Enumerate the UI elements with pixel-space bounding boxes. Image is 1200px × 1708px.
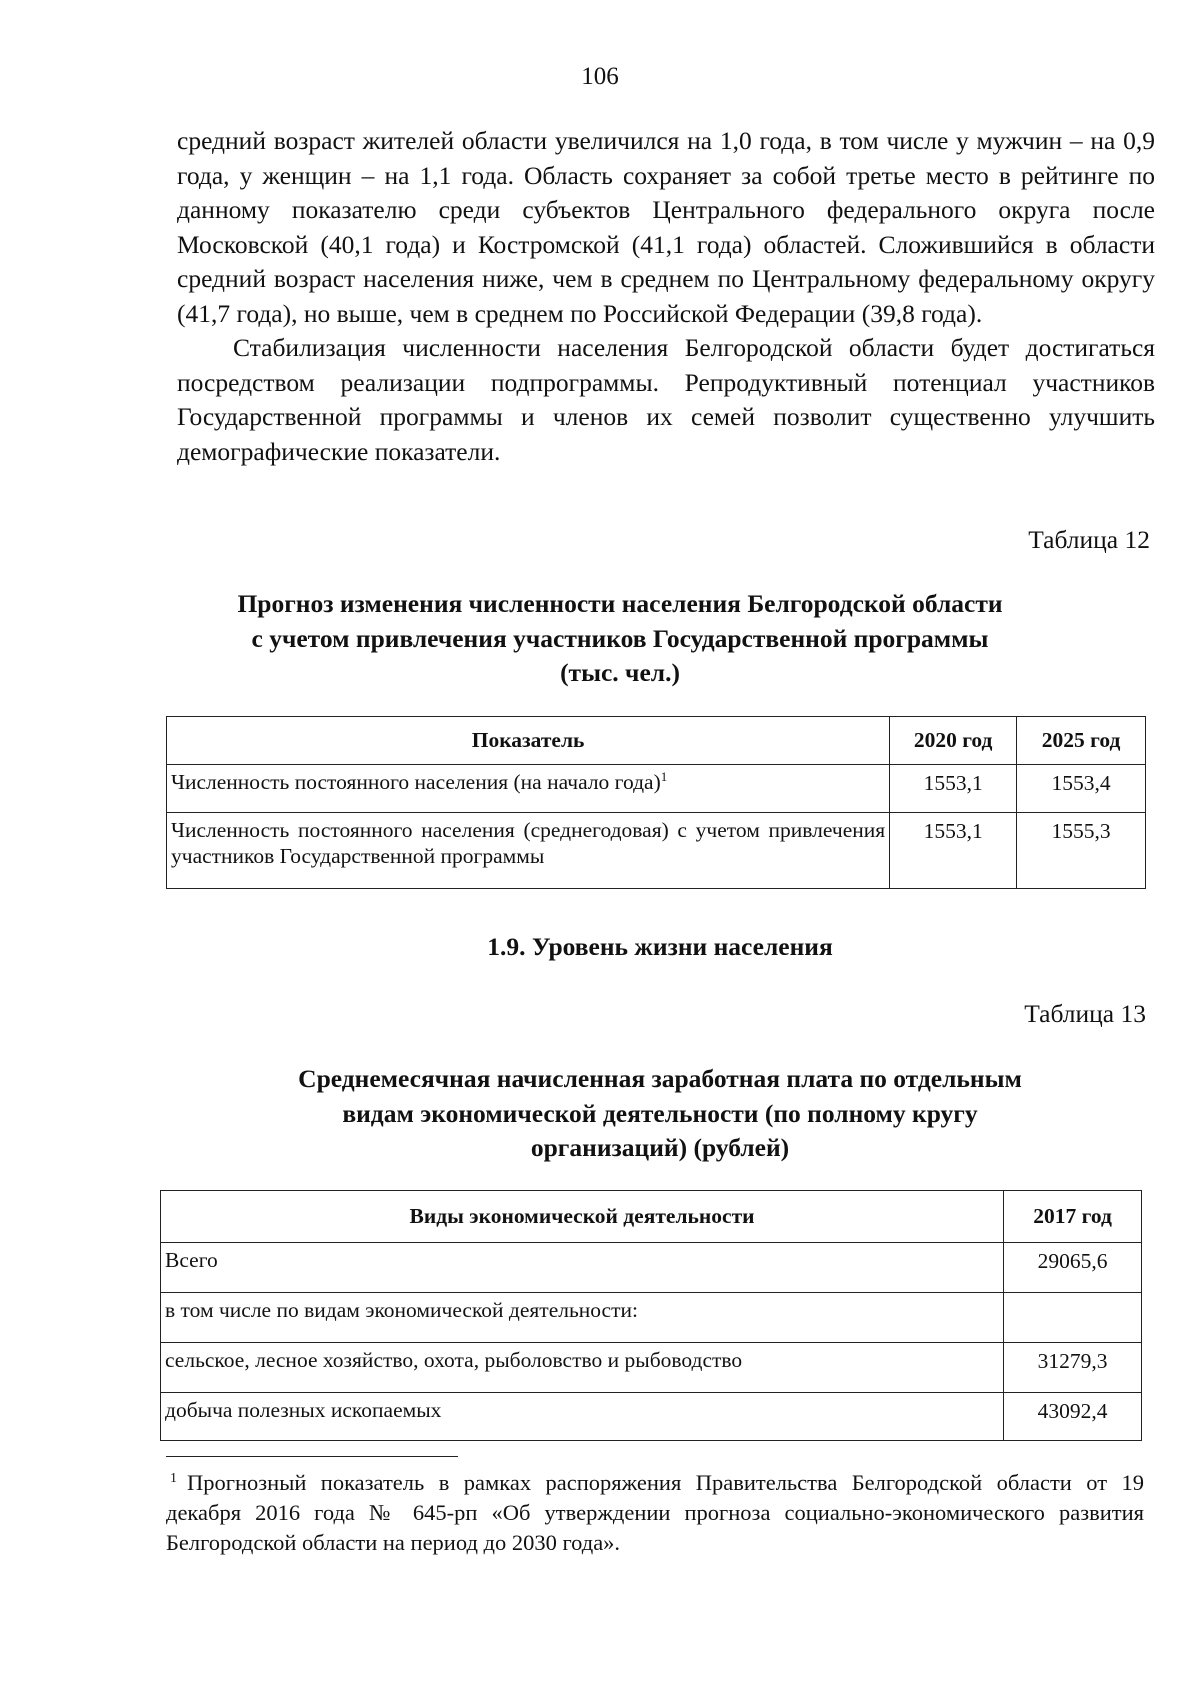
table-header-row	[161, 1191, 1142, 1243]
table-12-title	[160, 587, 1080, 691]
table-12-title-line: Прогноз изменения численности населения Белгородской области	[237, 589, 1003, 618]
table-12-title-line: (тыс. чел.)	[560, 658, 680, 687]
table-12-caption: Таблица 12	[1028, 525, 1150, 554]
table-row	[161, 1243, 1142, 1293]
body-text	[177, 124, 1155, 469]
table-cell-value	[1004, 1293, 1142, 1343]
table-13	[160, 1190, 1142, 1441]
row-label: Численность постоянного населения (на начало года)	[171, 770, 661, 794]
table-13-title-line: видам экономической деятельности (по полному кругу	[342, 1098, 978, 1128]
footnote	[166, 1468, 1144, 1558]
table-cell-value: 31279,3	[1004, 1343, 1142, 1393]
table-cell-label: Всего	[161, 1243, 1004, 1293]
table-cell-label: в том числе по видам экономической деятельности:	[161, 1293, 1004, 1343]
table-cell-value: 43092,4	[1004, 1393, 1142, 1441]
body-paragraph: средний возраст жителей области увеличился на 1,0 года, в том числе у мужчин – на 0,9 года, у женщин – на 1,1 года. Область сохраняет за собой третье место в рейтинге по данному показателю среди субъектов Центрального федерального округа после Московской (40,1 года) и Костромской (41,1 года) областей. Сложившийся в области средний возраст населения ниже, чем в среднем по Центральному федеральному округу (41,7 года), но выше, чем в среднем по Российской Федерации (39,8 года).	[177, 126, 1155, 328]
table-13-title-line: организаций) (рублей)	[530, 1133, 790, 1162]
table-row	[161, 1293, 1142, 1343]
footnote-marker: 1	[170, 1470, 177, 1486]
footnote-reference: 1	[660, 768, 668, 784]
table-cell-value: 1553,1	[890, 765, 1017, 813]
table-cell-label: добыча полезных ископаемых	[161, 1393, 1004, 1441]
page-number: 106	[581, 63, 619, 90]
table-cell-value: 1553,4	[1017, 765, 1146, 813]
column-header: Показатель	[167, 717, 890, 765]
table-row	[167, 765, 1146, 813]
column-header: 2017 год	[1004, 1191, 1142, 1243]
footnote-separator	[166, 1456, 458, 1457]
table-header-row	[167, 717, 1146, 765]
table-row	[161, 1343, 1142, 1393]
table-cell-label	[167, 765, 890, 813]
table-13-title-line: Среднемесячная начисленная заработная плата по отдельным	[298, 1064, 1022, 1093]
table-12-title-line: с учетом привлечения участников Государственной программы	[251, 623, 989, 653]
table-cell-value: 1555,3	[1017, 813, 1146, 889]
column-header: 2025 год	[1017, 717, 1146, 765]
table-cell-value: 29065,6	[1004, 1243, 1142, 1293]
column-header: 2020 год	[890, 717, 1017, 765]
table-cell-label: сельское, лесное хозяйство, охота, рыболовство и рыбоводство	[161, 1343, 1004, 1393]
table-cell-label: Численность постоянного населения (среднегодовая) с учетом привлечения участников Государственной программы	[167, 813, 890, 889]
table-row	[167, 813, 1146, 889]
footnote-text: Прогнозный показатель в рамках распоряжения Правительства Белгородской области от 19 декабря 2016 года № 645-рп «Об утверждении прогноза социально-экономического развития Белгородской области на период до 2030 года».	[166, 1470, 1144, 1555]
table-13-title	[180, 1062, 1140, 1166]
table-13-caption: Таблица 13	[1024, 999, 1146, 1028]
column-header: Виды экономической деятельности	[161, 1191, 1004, 1243]
table-cell-value: 1553,1	[890, 813, 1017, 889]
table-12	[166, 716, 1146, 889]
body-paragraph: Стабилизация численности населения Белгородской области будет достигаться посредством реализации подпрограммы. Репродуктивный потенциал участников Государственной программы и членов их семей позволит существенно улучшить демографические показатели.	[177, 333, 1155, 466]
table-row	[161, 1393, 1142, 1441]
section-heading: 1.9. Уровень жизни населения	[487, 932, 833, 961]
